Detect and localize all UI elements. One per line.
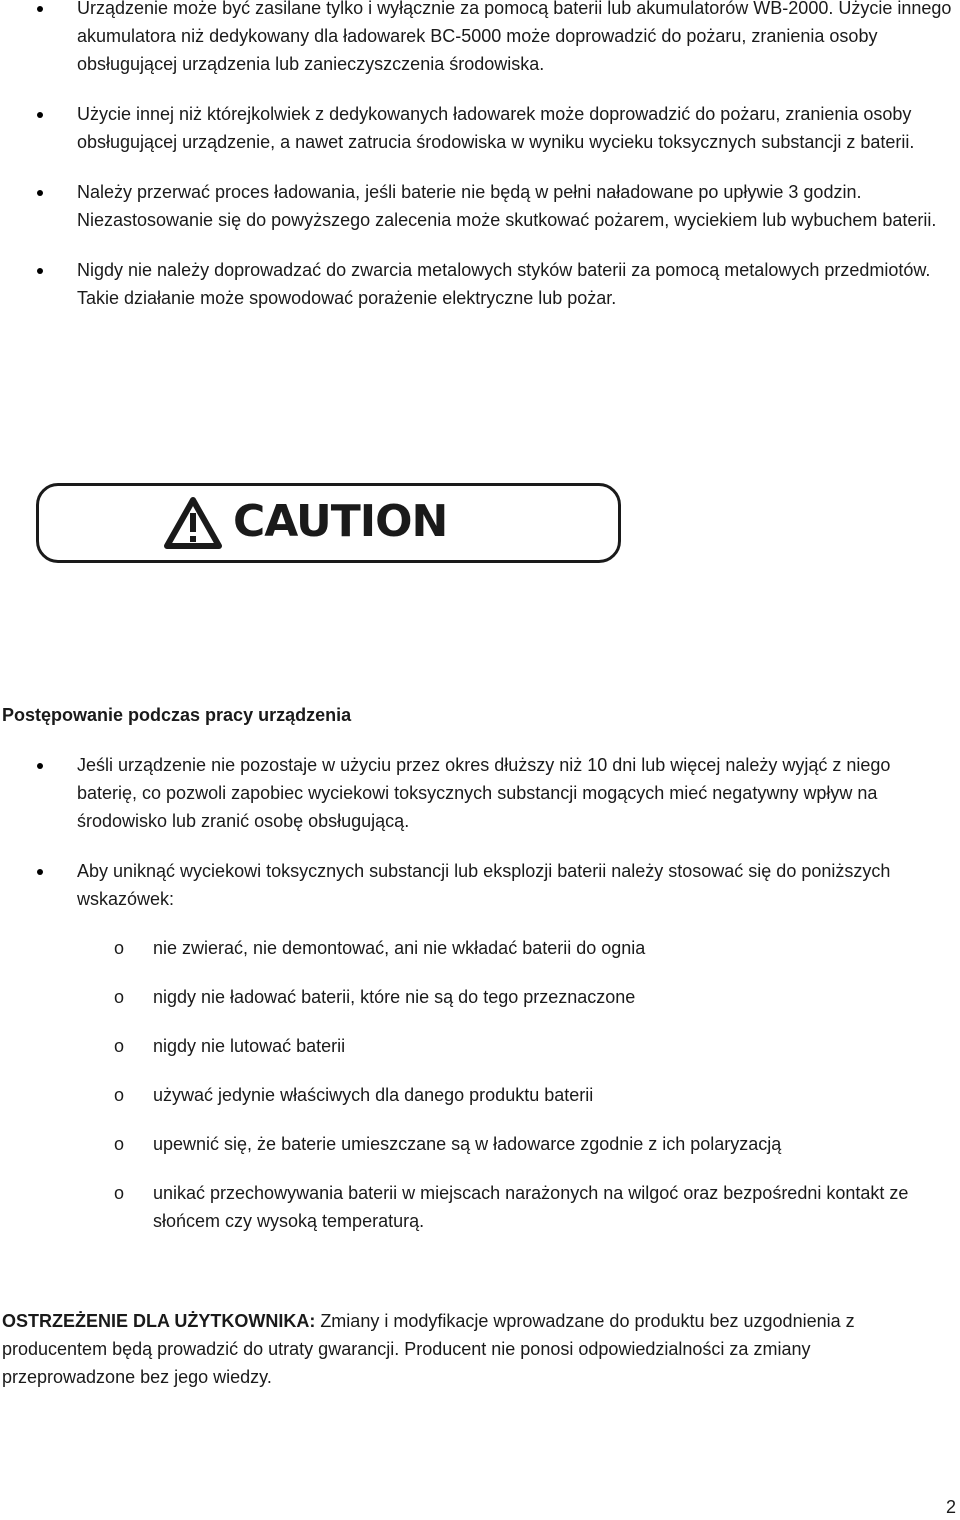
- bullet-text: Aby uniknąć wyciekowi toksycznych substancji lub eksplozji baterii należy stosować się do poniższych wskazówek:: [77, 861, 891, 909]
- caution-sign: [36, 483, 621, 563]
- sub-bullet-marker: o: [114, 1085, 125, 1105]
- operation-bullet-list: [0, 751, 960, 913]
- sub-bullet-marker: o: [114, 938, 125, 958]
- sub-item-text: nigdy nie lutować baterii: [153, 1036, 346, 1056]
- warning-label: OSTRZEŻENIE DLA UŻYTKOWNIKA:: [2, 1311, 316, 1331]
- caution-label: CAUTION: [233, 496, 448, 547]
- sub-item-text: unikać przechowywania baterii w miejscach narażonych na wilgoć oraz bezpośredni kontakt ze słońcem czy wysoką temperaturą.: [153, 1183, 909, 1231]
- bullet-text: Urządzenie może być zasilane tylko i wyłącznie za pomocą baterii lub akumulatorów WB-2000. Użycie innego akumulatora niż dedykowany dla ładowarek BC-5000 może doprowadzić do pożaru, zranienia osoby obsługującej urządzenia lub zanieczyszczenia środowiska.: [77, 0, 952, 74]
- list-item: [0, 934, 960, 962]
- sub-bullet-marker: o: [114, 1036, 125, 1056]
- bullet-icon: [37, 763, 43, 769]
- sub-item-text: używać jedynie właściwych dla danego produktu baterii: [153, 1085, 594, 1105]
- list-item: [0, 0, 960, 78]
- sub-item-text: nigdy nie ładować baterii, które nie są do tego przeznaczone: [153, 987, 636, 1007]
- page-number: 2: [945, 1497, 956, 1517]
- bullet-icon: [37, 190, 43, 196]
- user-warning: [2, 1307, 922, 1391]
- list-item: [0, 100, 960, 156]
- sub-item-text: upewnić się, że baterie umieszczane są w ładowarce zgodnie z ich polaryzacją: [153, 1134, 782, 1154]
- warning-triangle-icon: [163, 496, 223, 550]
- bullet-icon: [37, 112, 43, 118]
- bullet-text: Jeśli urządzenie nie pozostaje w użyciu przez okres dłuższy niż 10 dni lub więcej należy wyjąć z niego baterię, co pozwoli zapobiec wyciekowi toksycznych substancji mogących mieć negatywny wpływ na środowisko lub zranić osobę obsługującą.: [77, 755, 891, 831]
- list-item: [0, 1179, 960, 1235]
- list-item: [0, 178, 960, 234]
- warning-text: Zmiany i modyfikacje wprowadzane do produktu bez uzgodnienia z producentem będą prowadzić do utraty gwarancji. Producent nie ponosi odpowiedzialności za zmiany przeprowadzone bez jego wiedzy.: [2, 1311, 855, 1387]
- sub-bullet-marker: o: [114, 987, 125, 1007]
- guidelines-sub-list: [0, 934, 960, 1235]
- bullet-icon: [37, 869, 43, 875]
- section-heading: Postępowanie podczas pracy urządzenia: [2, 705, 352, 725]
- list-item: [0, 751, 960, 835]
- sub-item-text: nie zwierać, nie demontować, ani nie wkładać baterii do ognia: [153, 938, 646, 958]
- bullet-text: Nigdy nie należy doprowadzać do zwarcia metalowych styków baterii za pomocą metalowych przedmiotów. Takie działanie może spowodować porażenie elektryczne lub pożar.: [77, 260, 931, 308]
- bullet-icon: [37, 6, 43, 12]
- bullet-icon: [37, 268, 43, 274]
- safety-bullet-list: [0, 0, 960, 312]
- sub-bullet-marker: o: [114, 1183, 125, 1203]
- bullet-text: Użycie innej niż którejkolwiek z dedykowanych ładowarek może doprowadzić do pożaru, zranienia osoby obsługującej urządzenie, a nawet zatrucia środowiska w wyniku wycieku toksycznych substancji z baterii.: [77, 104, 915, 152]
- list-item: [0, 983, 960, 1011]
- sub-bullet-marker: o: [114, 1134, 125, 1154]
- bullet-text: Należy przerwać proces ładowania, jeśli baterie nie będą w pełni naładowane po upływie 3 godzin. Niezastosowanie się do powyższego zalecenia może skutkować pożarem, wyciekiem lub wybuchem baterii.: [77, 182, 937, 230]
- list-item: [0, 1081, 960, 1109]
- list-item: [0, 256, 960, 312]
- list-item: [0, 1032, 960, 1060]
- list-item: [0, 857, 960, 913]
- list-item: [0, 1130, 960, 1158]
